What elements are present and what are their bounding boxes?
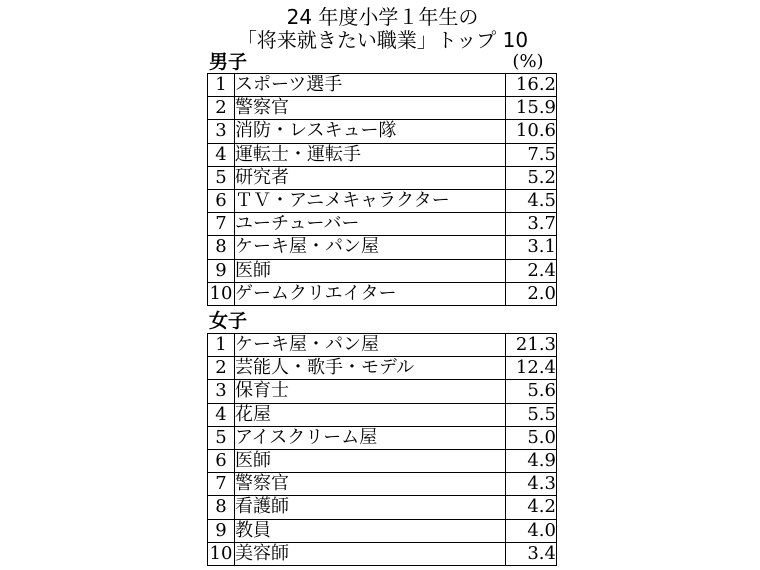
percent-cell: 3.7 xyxy=(506,213,557,236)
table-row xyxy=(208,519,557,542)
job-cell: 芸能人・歌手・モデル xyxy=(235,357,506,380)
table-row xyxy=(208,143,557,166)
percent-cell: 3.4 xyxy=(506,542,557,565)
table-row xyxy=(208,166,557,189)
rank-cell: 5 xyxy=(208,426,235,449)
table-row xyxy=(208,473,557,496)
job-cell: 保育士 xyxy=(235,380,506,403)
job-cell: 研究者 xyxy=(235,166,506,189)
job-cell: 警察官 xyxy=(235,97,506,120)
table-row xyxy=(208,236,557,259)
job-cell: 美容師 xyxy=(235,542,506,565)
table-row xyxy=(208,403,557,426)
percent-cell: 7.5 xyxy=(506,143,557,166)
percent-cell: 5.2 xyxy=(506,166,557,189)
job-cell: 医師 xyxy=(235,449,506,472)
table-row xyxy=(208,496,557,519)
percent-cell: 4.3 xyxy=(506,473,557,496)
job-cell: ゲームクリエイター xyxy=(235,282,506,305)
percent-cell: 10.6 xyxy=(506,120,557,143)
rank-cell: 6 xyxy=(208,449,235,472)
table-row xyxy=(208,213,557,236)
table-row xyxy=(208,97,557,120)
job-cell: 花屋 xyxy=(235,403,506,426)
percent-cell: 2.0 xyxy=(506,282,557,305)
percent-cell: 16.2 xyxy=(506,74,557,97)
job-cell: 警察官 xyxy=(235,473,506,496)
percent-cell: 4.5 xyxy=(506,189,557,212)
table-row xyxy=(208,449,557,472)
job-cell: 医師 xyxy=(235,259,506,282)
percent-cell: 5.5 xyxy=(506,403,557,426)
rank-cell: 7 xyxy=(208,473,235,496)
percent-cell: 2.4 xyxy=(506,259,557,282)
rank-cell: 3 xyxy=(208,120,235,143)
title-line-1: 24 年度小学１年生の xyxy=(286,5,479,29)
unit-label: (%) xyxy=(512,51,544,72)
job-cell: ケーキ屋・パン屋 xyxy=(235,236,506,259)
rank-cell: 9 xyxy=(208,259,235,282)
rank-cell: 1 xyxy=(208,334,235,357)
rank-cell: 8 xyxy=(208,236,235,259)
job-cell: 看護師 xyxy=(235,496,506,519)
rank-cell: 8 xyxy=(208,496,235,519)
job-cell: 運転士・運転手 xyxy=(235,143,506,166)
table-row xyxy=(208,357,557,380)
rank-cell: 5 xyxy=(208,166,235,189)
job-cell: 教員 xyxy=(235,519,506,542)
rank-cell: 6 xyxy=(208,189,235,212)
job-cell: ユーチューバー xyxy=(235,213,506,236)
rank-cell: 2 xyxy=(208,97,235,120)
percent-cell: 4.2 xyxy=(506,496,557,519)
boys-table xyxy=(207,73,557,306)
job-cell: ＴＶ・アニメキャラクター xyxy=(235,189,506,212)
girls-table xyxy=(207,333,557,566)
rank-cell: 2 xyxy=(208,357,235,380)
rank-cell: 10 xyxy=(208,542,235,565)
job-cell: ケーキ屋・パン屋 xyxy=(235,334,506,357)
boys-heading: 男子 xyxy=(209,51,248,73)
table-row xyxy=(208,259,557,282)
percent-cell: 4.9 xyxy=(506,449,557,472)
table-row xyxy=(208,542,557,565)
table-row xyxy=(208,380,557,403)
percent-cell: 21.3 xyxy=(506,334,557,357)
percent-cell: 12.4 xyxy=(506,357,557,380)
percent-cell: 3.1 xyxy=(506,236,557,259)
table-row xyxy=(208,426,557,449)
percent-cell: 4.0 xyxy=(506,519,557,542)
rank-cell: 3 xyxy=(208,380,235,403)
job-cell: スポーツ選手 xyxy=(235,74,506,97)
table-row xyxy=(208,120,557,143)
table-row xyxy=(208,189,557,212)
rank-cell: 1 xyxy=(208,74,235,97)
job-cell: アイスクリーム屋 xyxy=(235,426,506,449)
rank-cell: 4 xyxy=(208,403,235,426)
girls-heading: 女子 xyxy=(209,310,248,332)
rank-cell: 4 xyxy=(208,143,235,166)
table-row xyxy=(208,74,557,97)
rank-cell: 9 xyxy=(208,519,235,542)
title-line-2: 「将来就きたい職業」トップ 10 xyxy=(236,28,529,52)
rank-cell: 10 xyxy=(208,282,235,305)
table-row xyxy=(208,334,557,357)
percent-cell: 5.0 xyxy=(506,426,557,449)
job-cell: 消防・レスキュー隊 xyxy=(235,120,506,143)
rank-cell: 7 xyxy=(208,213,235,236)
table-row xyxy=(208,282,557,305)
percent-cell: 5.6 xyxy=(506,380,557,403)
percent-cell: 15.9 xyxy=(506,97,557,120)
